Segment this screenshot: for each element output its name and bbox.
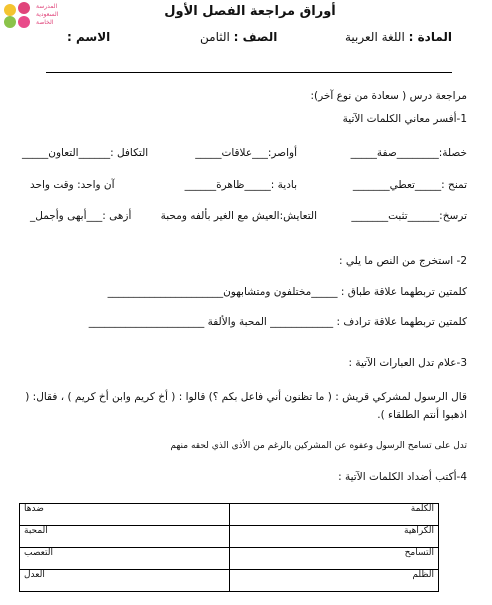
q3-quote-line1: قال الرسول لمشركي قريش : ( ما تظنون أني فاعل بكم ؟) قالوا : ( أخ كريم وابن أخ كريم ) ، فقال: ( — [25, 391, 467, 403]
logo-text-2: السعودية — [36, 11, 59, 18]
q3-answer: تدل على تسامح الرسول وعفوه عن المشركين بالرغم من الأذى الذي لحقه منهم — [170, 441, 467, 451]
antonyms-table — [19, 503, 439, 592]
q1-row3-item1: ترسخ:______تثبت_______ — [351, 210, 467, 222]
logo-text-1: المدرسة — [36, 3, 58, 10]
q1-row1-item1: خصلة:________صفة_____ — [350, 147, 467, 159]
grade-field — [200, 30, 277, 44]
table-cell-word: التسامح — [229, 548, 439, 570]
q1-heading: 1-أفسر معاني الكلمات الآتية — [342, 113, 467, 125]
logo-dot-magenta — [18, 16, 30, 28]
q1-row3-item3: أزهى :___أبهى وأجمل_ — [30, 210, 132, 222]
table-cell-opposite: التعصب — [20, 548, 230, 570]
q1-row2-item2: بادية :_____ظاهرة______ — [184, 179, 297, 191]
q2-item2: كلمتين تربطهما علاقة ترادف : ____________ المحبة والألفة ______________________ — [88, 316, 467, 328]
page-title: أوراق مراجعة الفصل الأول — [164, 4, 336, 19]
grade-value: الثامن — [200, 30, 234, 44]
table-cell-word: الظلم — [229, 570, 439, 592]
name-label: الاسم : — [67, 30, 111, 44]
q2-heading: 2- استخرج من النص ما يلي : — [338, 255, 467, 267]
name-field — [67, 30, 110, 44]
school-logo — [2, 2, 82, 28]
table-cell-opposite-header: ضدها — [20, 504, 230, 526]
table-row — [20, 548, 439, 570]
table-cell-opposite: المحبة — [20, 526, 230, 548]
q3-quote-line2: اذهبوا أنتم الطلقاء ). — [377, 409, 467, 421]
q2-item1: كلمتين تربطهما علاقة طباق : _____مختلفون ومتشابهون______________________ — [107, 286, 467, 298]
q1-row2-item3: آن واحد: وقت واحد — [30, 179, 115, 191]
subject-value: اللغة العربية — [345, 30, 409, 44]
logo-dot-yellow — [4, 4, 16, 16]
table-cell-word-header: الكلمة — [229, 504, 439, 526]
q3-heading: 3-علام تدل العبارات الآتية : — [348, 357, 467, 369]
subject-label: المادة : — [408, 30, 452, 44]
name-underline — [46, 72, 452, 73]
table-cell-word: الكراهية — [229, 526, 439, 548]
subject-field — [345, 30, 452, 44]
logo-text-3: الخاصة — [36, 19, 54, 26]
logo-dot-pink — [18, 2, 30, 14]
q4-heading: 4-أكتب أضداد الكلمات الآتية : — [338, 471, 467, 483]
grade-label: الصف : — [233, 30, 278, 44]
table-row — [20, 526, 439, 548]
table-row — [20, 570, 439, 592]
table-row — [20, 504, 439, 526]
logo-dot-green — [4, 16, 16, 28]
table-cell-opposite: العدل — [20, 570, 230, 592]
q1-row3-item2: التعايش:العيش مع الغير بألفه ومحبة — [160, 210, 317, 222]
q1-row1-item3: التكافل :______التعاون_____ — [22, 147, 149, 159]
q1-row1-item2: أواصر:___علاقات_____ — [195, 147, 297, 159]
q1-row2-item1: تمنح :_____تعطي_______ — [352, 179, 467, 191]
lesson-title: مراجعة درس ( سعادة من نوع آخر): — [310, 90, 467, 102]
